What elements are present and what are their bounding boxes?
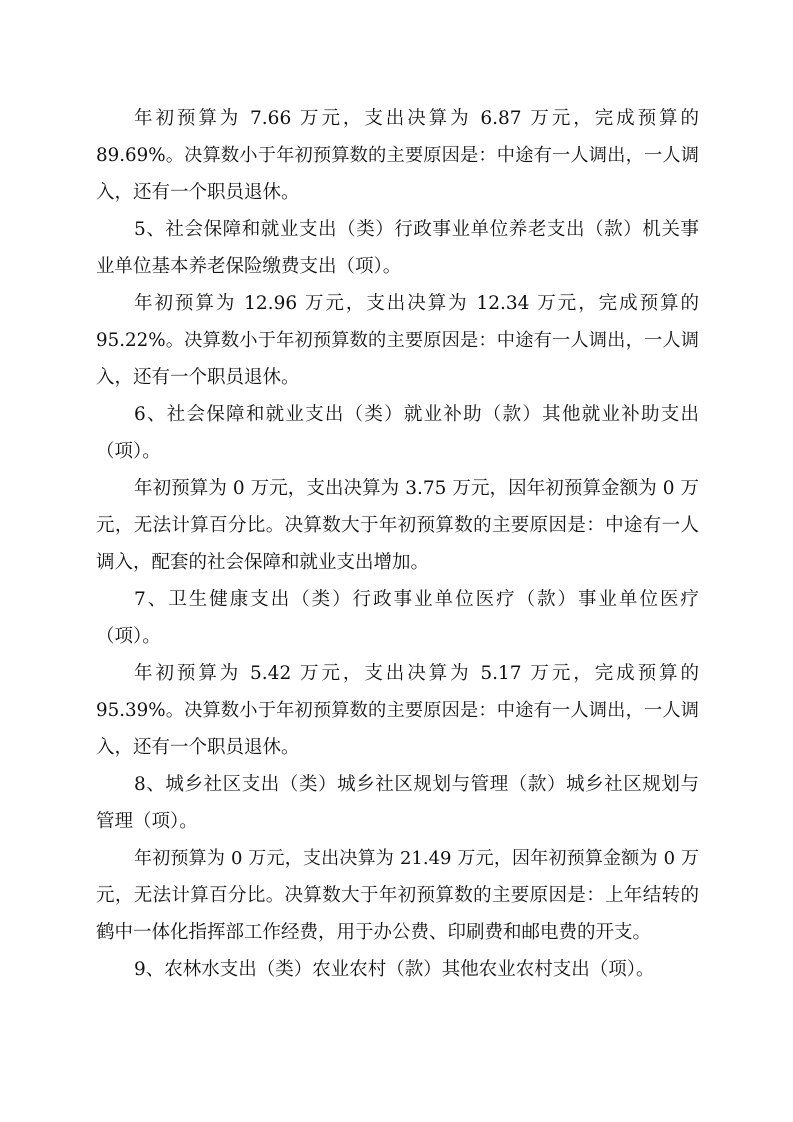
text-line: 元，无法计算百分比。决算数大于年初预算数的主要原因是：中途有一人 (96, 515, 699, 536)
text-line: 95.39%。决算数小于年初预算数的主要原因是：中途有一人调出，一人调 (96, 700, 699, 721)
paragraph-budget-item8 (96, 840, 699, 951)
paragraph-budget-item6 (96, 470, 699, 581)
text-line: 入，还有一个职员退休。 (96, 737, 300, 758)
text-line: 年初预算为 12.96 万元，支出决算为 12.34 万元，完成预算的 (134, 293, 699, 314)
heading-item6 (96, 396, 699, 470)
text-line: 元，无法计算百分比。决算数大于年初预算数的主要原因是：上年结转的 (96, 885, 699, 906)
text-line: 89.69%。决算数小于年初预算数的主要原因是：中途有一人调出，一人调 (96, 145, 699, 166)
heading-item7 (96, 581, 699, 655)
text-line: 95.22%。决算数小于年初预算数的主要原因是：中途有一人调出，一人调 (96, 330, 699, 351)
text-line: 6、社会保障和就业支出（类）就业补助（款）其他就业补助支出 (134, 404, 699, 425)
paragraph-budget-item4 (96, 100, 699, 211)
text-line: 年初预算为 0 万元，支出决算为 21.49 万元，因年初预算金额为 0 万 (134, 848, 699, 869)
text-line: 年初预算为 0 万元，支出决算为 3.75 万元，因年初预算金额为 0 万 (134, 478, 699, 499)
text-line: 8、城乡社区支出（类）城乡社区规划与管理（款）城乡社区规划与 (134, 774, 699, 795)
paragraph-budget-item7 (96, 655, 699, 766)
text-line: 7、卫生健康支出（类）行政事业单位医疗（款）事业单位医疗 (134, 589, 699, 610)
text-line: 入，还有一个职员退休。 (96, 182, 300, 203)
heading-item9 (96, 951, 699, 988)
text-line: 管理（项）。 (96, 811, 198, 832)
document-page (96, 100, 699, 988)
text-line: 年初预算为 7.66 万元，支出决算为 6.87 万元，完成预算的 (134, 108, 699, 129)
heading-item8 (96, 766, 699, 840)
text-line: （项）。 (96, 441, 161, 462)
text-line: 业单位基本养老保险缴费支出（项）。 (96, 256, 402, 277)
text-line: 调入，配套的社会保障和就业支出增加。 (96, 552, 430, 573)
heading-item5 (96, 211, 699, 285)
text-line: 鹤中一体化指挥部工作经费，用于办公费、印刷费和邮电费的开支。 (96, 922, 652, 943)
text-line: 9、农林水支出（类）农业农村（款）其他农业农村支出（项）。 (134, 959, 655, 980)
text-line: 5、社会保障和就业支出（类）行政事业单位养老支出（款）机关事 (134, 219, 699, 240)
paragraph-budget-item5 (96, 285, 699, 396)
text-line: （项）。 (96, 626, 161, 647)
text-line: 入，还有一个职员退休。 (96, 367, 300, 388)
text-line: 年初预算为 5.42 万元，支出决算为 5.17 万元，完成预算的 (134, 663, 699, 684)
